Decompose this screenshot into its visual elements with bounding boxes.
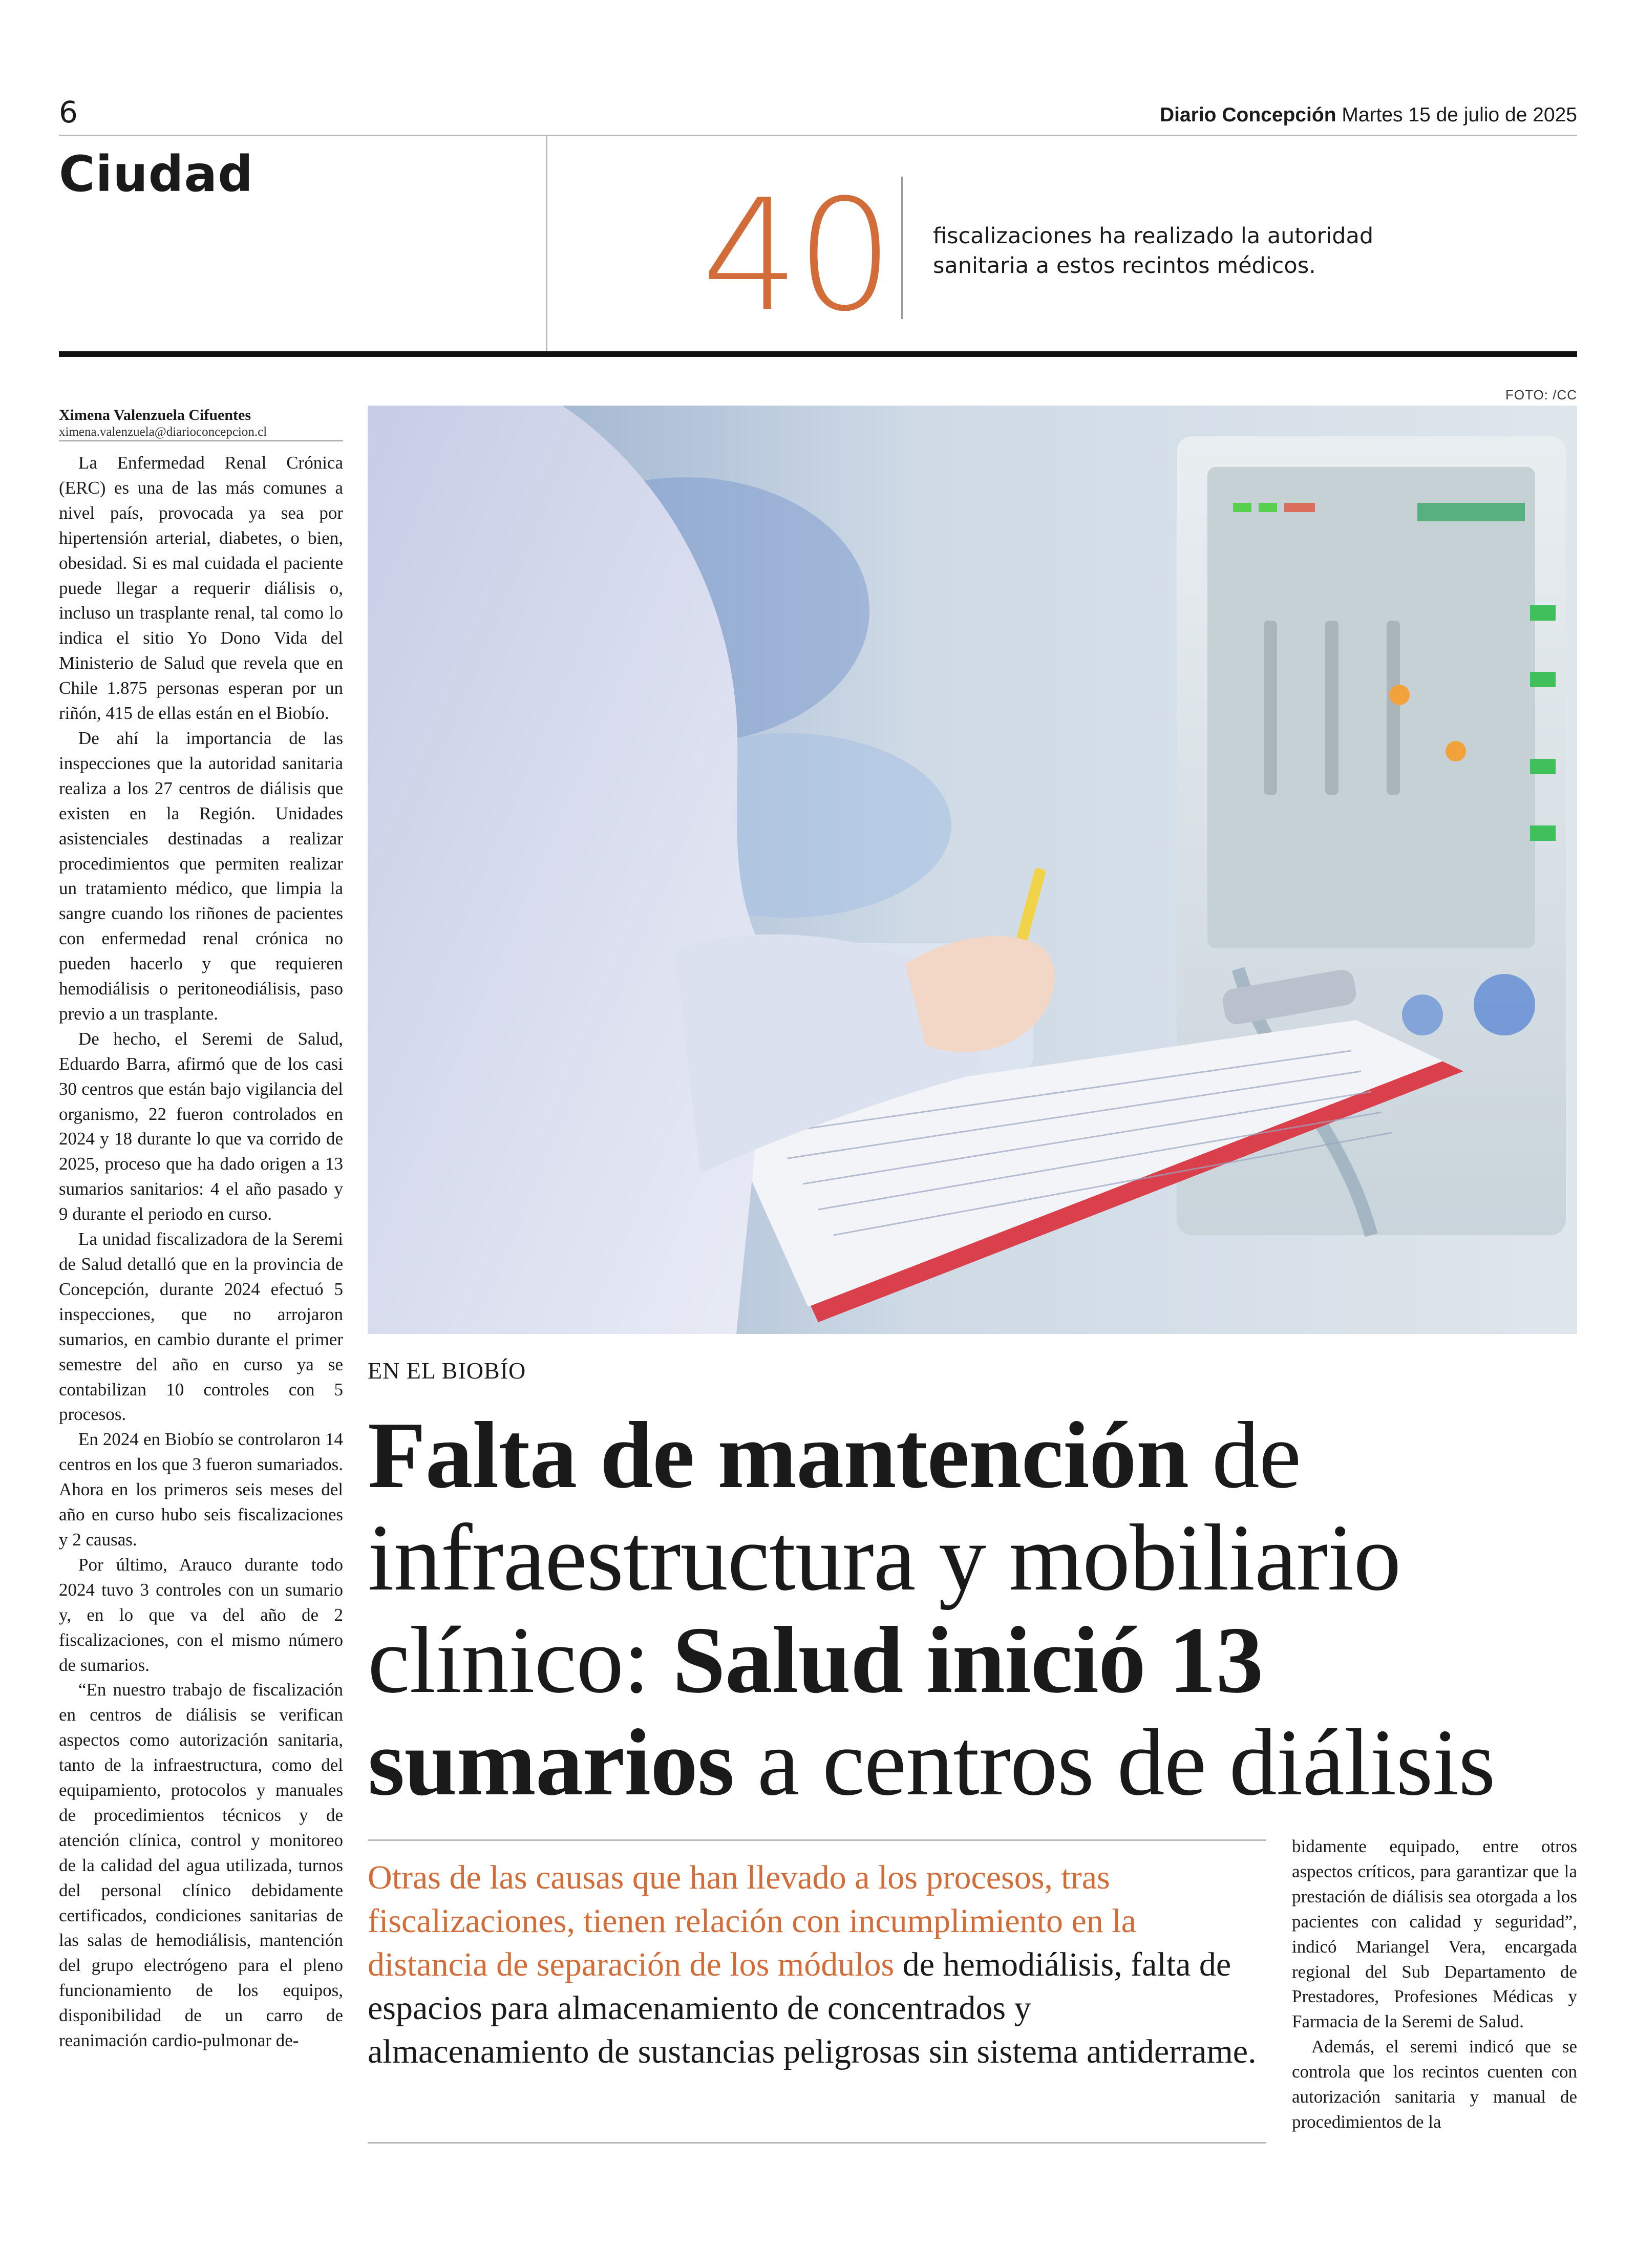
author-name: Ximena Valenzuela Cifuentes	[59, 407, 251, 423]
page-number: 6	[59, 95, 78, 130]
article-photo	[368, 406, 1577, 1334]
deck-rule-top	[368, 1839, 1266, 1841]
headline	[368, 1404, 1577, 1814]
stat-divider	[901, 177, 903, 319]
body-paragraph: La Enfermedad Renal Crónica (ERC) es una de las más comunes a nivel país, provocada ya sea por hipertensión arterial, diabetes, o bien, obesidad. Si es mal cuidada el paciente puede llegar a requerir diálisis o, incluso un trasplante renal, tal como lo indica el sitio Yo Dono Vida del Ministerio de Salud que revela que en Chile 1.875 personas esperan por un riñón, 415 de ellas están en el Biobío.	[59, 453, 343, 724]
stat-number: 40	[702, 166, 891, 345]
article-body-right	[1292, 1834, 1577, 2135]
section-title: Ciudad	[59, 145, 253, 203]
body-paragraph: bidamente equipado, entre otros aspectos críticos, para garantizar que la prestación de diálisis sea otorgada a los pacientes con calidad y seguridad”, indicó Mariangel Vera, encargada regional del Sub Departamento de Prestadores, Profesiones Médicas y Farmacia de la Seremi de Salud.	[1292, 1836, 1577, 2032]
header-divider	[546, 136, 547, 351]
header-rule	[59, 135, 1577, 136]
photo-illustration	[368, 406, 1577, 1334]
publication-name: Diario Concepción	[1159, 104, 1336, 126]
body-paragraph: De hecho, el Seremi de Salud, Eduardo Barra, afirmó que de los casi 30 centros que están bajo vigilancia del organismo, 22 fueron controlados en 2024 y 18 durante lo que va corrido de 2025, proceso que ha dado origen a 13 sumarios sanitarios: 4 el año pasado y 9 durante el periodo en curso.	[59, 1028, 343, 1224]
body-paragraph: “En nuestro trabajo de fiscalización en centros de diálisis se verifican aspectos como autorización sanitaria, tanto de la infraestructura, como del equipamiento, protocolos y manuales de procedimientos técnicos y de atención clínica, control y monitoreo de la calidad del agua utilizada, turnos del personal clínico debidamente certificados, condiciones sanitarias de las salas de hemodiálisis, mantención del grupo electrógeno para el pleno funcionamiento de los equipos, disponibilidad de un carro de reanimación cardio-pulmonar de-	[59, 1680, 343, 2051]
byline	[59, 406, 343, 440]
headline-bold-1: Falta de mantención	[368, 1403, 1189, 1508]
byline-rule	[59, 440, 343, 441]
deck-highlight: Otras de las causas que han llevado a los procesos, tras fiscalizaciones, tienen relación con incumplimiento en la distancia de separación de los módulos	[368, 1859, 1136, 1983]
body-paragraph: Además, el seremi indicó que se controla que los recintos cuenten con autorización sanitaria y manual de procedimientos de la	[1292, 2037, 1577, 2132]
masthead	[1160, 105, 1577, 125]
author-email: ximena.valenzuela@diarioconcepcion.cl	[59, 425, 267, 439]
kicker: EN EL BIOBÍO	[368, 1358, 526, 1384]
photo-credit: FOTO: /CC	[1505, 387, 1577, 402]
section-rule	[59, 351, 1577, 357]
headline-regular-2: a centros de diálisis	[734, 1710, 1495, 1815]
deck-rule-bottom	[368, 2142, 1266, 2144]
body-paragraph: En 2024 en Biobío se controlaron 14 centros en los que 3 fueron sumariados. Ahora en los primeros seis meses del año en curso hubo seis fiscalizaciones y 2 causas.	[59, 1429, 343, 1550]
body-paragraph: Por último, Arauco durante todo 2024 tuvo 3 controles con un sumario y, en lo que va del año de 2 fiscalizaciones, con el mismo número de sumarios.	[59, 1554, 343, 1675]
article-body-left	[59, 451, 343, 2053]
issue-date: Martes 15 de julio de 2025	[1342, 104, 1577, 126]
deck	[368, 1856, 1259, 2073]
headline-bold-2: Salud inició 13 sumarios	[368, 1607, 1263, 1815]
body-paragraph: De ahí la importancia de las inspecciones que la autoridad sanitaria realiza a los 27 centros de diálisis que existen en la Región. Unidades asistenciales destinadas a realizar procedimientos que permiten realizar un tratamiento médico, que limpia la sangre cuando los riñones de pacientes con enfermedad renal crónica no pueden hacerlo y que requieren hemodiálisis o peritoneodiálisis, paso previo a un trasplante.	[59, 728, 343, 1024]
body-paragraph: La unidad fiscalizadora de la Seremi de Salud detalló que en la provincia de Concepción, durante 2024 efectuó 5 inspecciones, que no arrojaron sumarios, en cambio durante el primer semestre del año en curso ya se contabilizan 10 controles con 5 procesos.	[59, 1229, 343, 1425]
deck-rest: de hemodiálisis, falta de espacios para almacenamiento de concentrados y almacenamiento de sustancias peligrosas sin sistema antiderrame.	[368, 1946, 1257, 2070]
stat-text: fiscalizaciones ha realizado la autoridad sanitaria a estos recintos médicos.	[933, 223, 1374, 279]
headline-regular-1: de infraestructura y mobiliario clínico:	[368, 1403, 1401, 1713]
